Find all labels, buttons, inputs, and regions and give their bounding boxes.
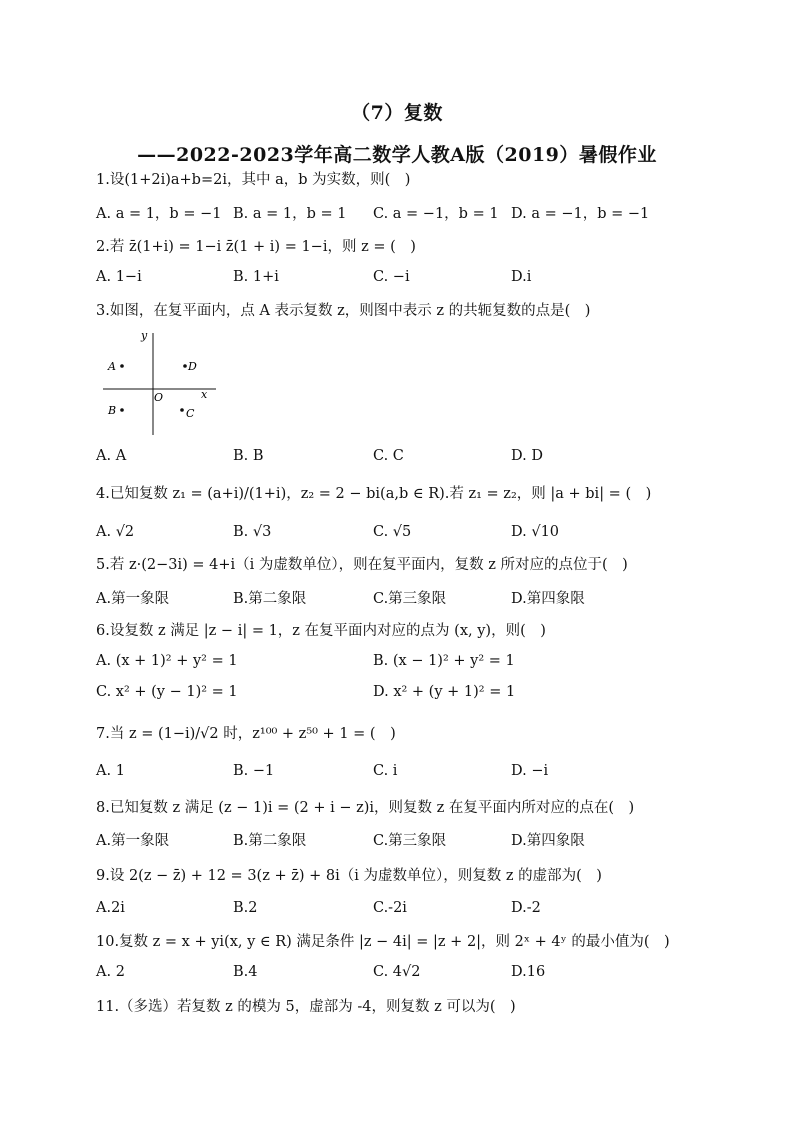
options-2 [96, 269, 716, 289]
option-b: B.第二象限 [233, 833, 307, 849]
option-a: A. 1−i [96, 269, 142, 285]
option-a: A.2i [96, 900, 125, 916]
options-4 [96, 524, 716, 544]
options-1 [96, 202, 716, 222]
option-a: A.第一象限 [96, 833, 170, 849]
option-c: C. i [373, 763, 398, 779]
question-3: 3.如图，在复平面内，点 A 表示复数 z，则图中表示 z 的共轭复数的点是( ) [96, 303, 591, 319]
option-b: B.第二象限 [233, 591, 307, 607]
options-3 [96, 448, 716, 468]
options-5 [96, 587, 716, 607]
question-9: 9.设 2(z − z̄) + 12 = 3(z + z̄) + 8i（i 为虚数单位），则复数 z 的虚部为( ) [96, 868, 602, 884]
option-c: C. a = −1，b = 1 [373, 206, 499, 222]
option-d: D. D [511, 448, 543, 464]
options-6-row1 [96, 653, 716, 673]
option-a: A. (x + 1)² + y² = 1 [96, 653, 238, 669]
option-b: B. −1 [233, 763, 275, 779]
option-c: C.第三象限 [373, 833, 447, 849]
option-c: C. −i [373, 269, 410, 285]
option-d: D.i [511, 269, 532, 285]
page-title: （7）复数 [351, 102, 443, 124]
option-b: B. B [233, 448, 264, 464]
option-d: D.第四象限 [511, 833, 585, 849]
option-b: B. √3 [233, 524, 272, 540]
option-a: A. a = 1，b = −1 [96, 206, 222, 222]
option-b: B.4 [233, 964, 258, 980]
option-a: A. 2 [96, 964, 125, 980]
option-b: B. 1+i [233, 269, 279, 285]
question-8: 8.已知复数 z 满足 (z − 1)i = (2 + i − z)i，则复数 z 在复平面内所对应的点在( ) [96, 800, 635, 816]
origin-label: O [154, 391, 164, 404]
point-d-label: D [188, 360, 197, 373]
point-c [180, 408, 184, 412]
options-10 [96, 964, 716, 984]
x-axis-label: x [201, 388, 208, 401]
question-7: 7.当 z = (1−i)/√2 时，z¹⁰⁰ + z⁵⁰ + 1 = ( ) [96, 726, 396, 742]
question-11: 11.（多选）若复数 z 的模为 5，虚部为 -4，则复数 z 可以为( ) [96, 999, 516, 1015]
option-b: B. (x − 1)² + y² = 1 [373, 653, 515, 669]
option-c: C. x² + (y − 1)² = 1 [96, 684, 238, 700]
option-d: D. a = −1，b = −1 [511, 206, 650, 222]
point-b-label: B [108, 404, 117, 417]
options-9 [96, 900, 716, 920]
option-d: D.-2 [511, 900, 541, 916]
question-6: 6.设复数 z 满足 |z − i| = 1，z 在复平面内对应的点为 (x, y)，则( ) [96, 623, 546, 639]
option-b: B.2 [233, 900, 258, 916]
question-5: 5.若 z·(2−3i) = 4+i（i 为虚数单位），则在复平面内，复数 z 所对应的点位于( ) [96, 557, 628, 573]
option-d: D.第四象限 [511, 591, 585, 607]
point-a [120, 364, 124, 368]
options-7 [96, 763, 716, 783]
point-b [120, 408, 124, 412]
option-c: C. C [373, 448, 404, 464]
option-a: A. A [96, 448, 127, 464]
option-c: C. √5 [373, 524, 412, 540]
option-d: D. x² + (y + 1)² = 1 [373, 684, 516, 700]
point-d [183, 364, 187, 368]
option-c: C. 4√2 [373, 964, 421, 980]
option-a: A. √2 [96, 524, 135, 540]
point-c-label: C [186, 407, 195, 420]
option-d: D.16 [511, 964, 546, 980]
option-a: A. 1 [96, 763, 125, 779]
point-a-label: A [108, 360, 116, 373]
question-10: 10.复数 z = x + yi(x, y ∈ R) 满足条件 |z − 4i| = |z + 2|，则 2ˣ + 4ʸ 的最小值为( ) [96, 934, 670, 950]
question-1: 1.设(1+2i)a+b=2i，其中 a，b 为实数，则( ) [96, 172, 411, 188]
question-4: 4.已知复数 z₁ = (a+i)/(1+i)，z₂ = 2 − bi(a,b ∈ R).若 z₁ = z₂，则 |a + bi| = ( ) [96, 486, 652, 502]
complex-plane-figure [96, 325, 226, 437]
options-6-row2 [96, 684, 716, 704]
option-c: C.第三象限 [373, 591, 447, 607]
option-b: B. a = 1，b = 1 [233, 206, 347, 222]
page-subtitle: ——2022-2023学年高二数学人教A版（2019）暑假作业 [137, 144, 657, 166]
option-c: C.-2i [373, 900, 407, 916]
option-a: A.第一象限 [96, 591, 170, 607]
question-2: 2.若 z̄(1+i) = 1−i z̄(1 + i) = 1−i，则 z = ( ) [96, 239, 416, 255]
option-d: D. −i [511, 763, 549, 779]
y-axis-label: y [141, 329, 148, 342]
option-d: D. √10 [511, 524, 560, 540]
options-8 [96, 829, 716, 849]
